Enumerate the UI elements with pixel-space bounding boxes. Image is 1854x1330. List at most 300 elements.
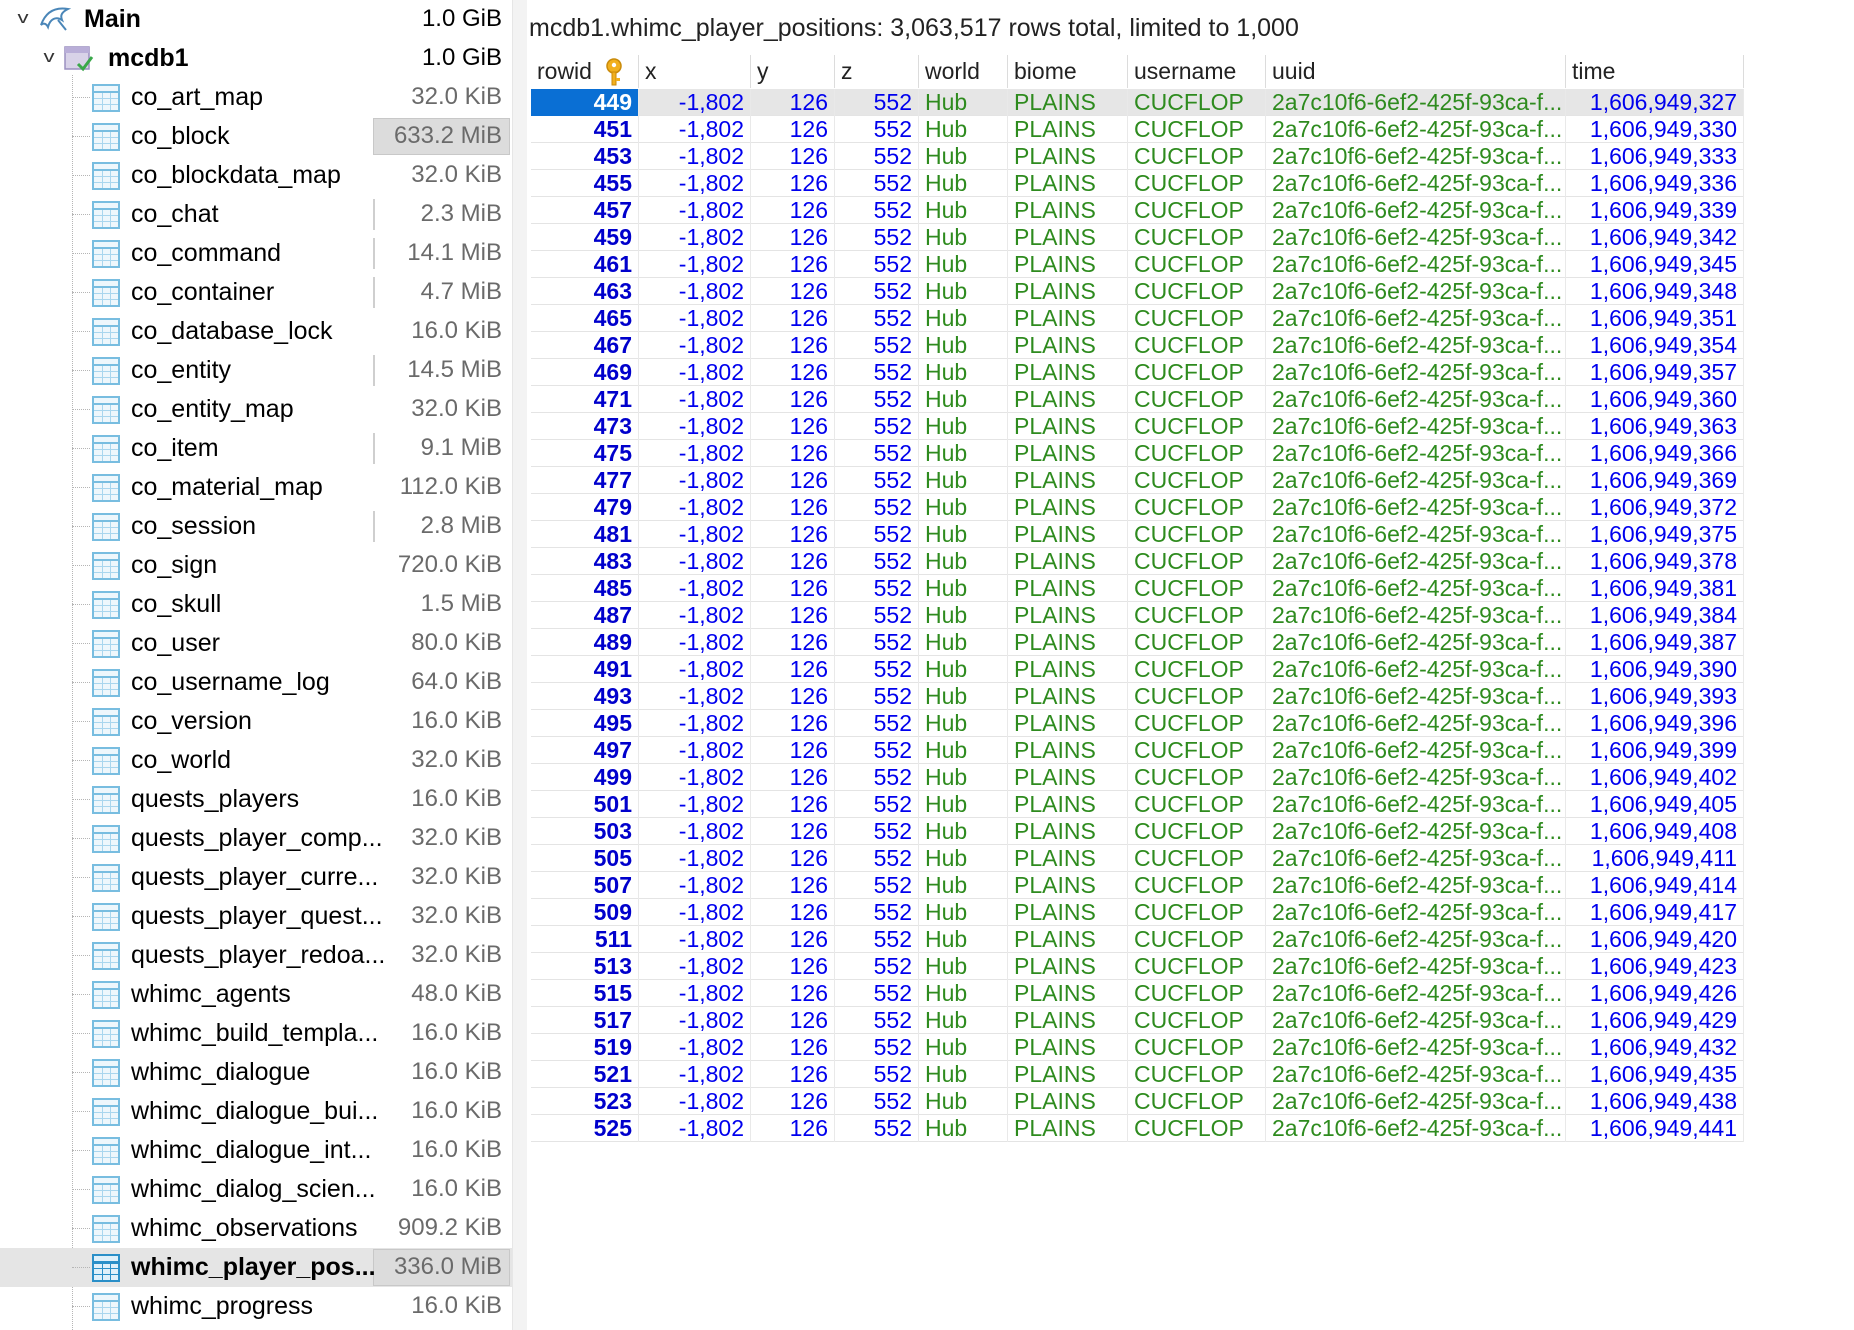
- cell-rowid[interactable]: 507: [531, 872, 639, 899]
- cell-uuid[interactable]: 2a7c10f6-6ef2-425f-93ca-f...: [1266, 1007, 1566, 1034]
- cell-x[interactable]: -1,802: [639, 818, 751, 845]
- cell-rowid[interactable]: 513: [531, 953, 639, 980]
- cell-x[interactable]: -1,802: [639, 953, 751, 980]
- cell-username[interactable]: CUCFLOP: [1128, 224, 1266, 251]
- cell-time[interactable]: 1,606,949,435: [1566, 1061, 1744, 1088]
- cell-uuid[interactable]: 2a7c10f6-6ef2-425f-93ca-f...: [1266, 791, 1566, 818]
- cell-y[interactable]: 126: [751, 872, 835, 899]
- cell-uuid[interactable]: 2a7c10f6-6ef2-425f-93ca-f...: [1266, 305, 1566, 332]
- cell-time[interactable]: 1,606,949,345: [1566, 251, 1744, 278]
- cell-time[interactable]: 1,606,949,375: [1566, 521, 1744, 548]
- cell-z[interactable]: 552: [835, 980, 919, 1007]
- column-header-world[interactable]: [919, 55, 1008, 88]
- cell-x[interactable]: -1,802: [639, 602, 751, 629]
- table-row[interactable]: [531, 1115, 1744, 1142]
- cell-time[interactable]: 1,606,949,381: [1566, 575, 1744, 602]
- cell-z[interactable]: 552: [835, 791, 919, 818]
- cell-y[interactable]: 126: [751, 224, 835, 251]
- tree-table-item[interactable]: [0, 897, 512, 936]
- cell-y[interactable]: 126: [751, 413, 835, 440]
- cell-username[interactable]: CUCFLOP: [1128, 197, 1266, 224]
- tree-table-item[interactable]: [0, 546, 512, 585]
- table-row[interactable]: [531, 467, 1744, 494]
- cell-uuid[interactable]: 2a7c10f6-6ef2-425f-93ca-f...: [1266, 629, 1566, 656]
- cell-username[interactable]: CUCFLOP: [1128, 656, 1266, 683]
- cell-time[interactable]: 1,606,949,441: [1566, 1115, 1744, 1142]
- cell-time[interactable]: 1,606,949,327: [1566, 89, 1744, 116]
- table-row[interactable]: [531, 116, 1744, 143]
- cell-uuid[interactable]: 2a7c10f6-6ef2-425f-93ca-f...: [1266, 845, 1566, 872]
- table-row[interactable]: [531, 521, 1744, 548]
- cell-rowid[interactable]: 489: [531, 629, 639, 656]
- cell-time[interactable]: 1,606,949,411: [1566, 845, 1744, 872]
- cell-biome[interactable]: PLAINS: [1008, 656, 1128, 683]
- tree-table-item[interactable]: [0, 858, 512, 897]
- cell-x[interactable]: -1,802: [639, 710, 751, 737]
- cell-uuid[interactable]: 2a7c10f6-6ef2-425f-93ca-f...: [1266, 656, 1566, 683]
- table-row[interactable]: [531, 953, 1744, 980]
- cell-rowid[interactable]: 471: [531, 386, 639, 413]
- tree-table-item[interactable]: [0, 819, 512, 858]
- cell-uuid[interactable]: 2a7c10f6-6ef2-425f-93ca-f...: [1266, 764, 1566, 791]
- cell-uuid[interactable]: 2a7c10f6-6ef2-425f-93ca-f...: [1266, 278, 1566, 305]
- cell-rowid[interactable]: 523: [531, 1088, 639, 1115]
- cell-rowid[interactable]: 485: [531, 575, 639, 602]
- table-row[interactable]: [531, 305, 1744, 332]
- cell-uuid[interactable]: 2a7c10f6-6ef2-425f-93ca-f...: [1266, 467, 1566, 494]
- cell-z[interactable]: 552: [835, 1034, 919, 1061]
- cell-uuid[interactable]: 2a7c10f6-6ef2-425f-93ca-f...: [1266, 575, 1566, 602]
- table-row[interactable]: [531, 899, 1744, 926]
- tree-table-item[interactable]: [0, 117, 512, 156]
- tree-table-item[interactable]: [0, 468, 512, 507]
- cell-username[interactable]: CUCFLOP: [1128, 872, 1266, 899]
- table-row[interactable]: [531, 737, 1744, 764]
- cell-biome[interactable]: PLAINS: [1008, 413, 1128, 440]
- cell-z[interactable]: 552: [835, 467, 919, 494]
- cell-time[interactable]: 1,606,949,348: [1566, 278, 1744, 305]
- cell-x[interactable]: -1,802: [639, 791, 751, 818]
- cell-world[interactable]: Hub: [919, 764, 1008, 791]
- table-row[interactable]: [531, 386, 1744, 413]
- cell-username[interactable]: CUCFLOP: [1128, 413, 1266, 440]
- cell-rowid[interactable]: 495: [531, 710, 639, 737]
- cell-uuid[interactable]: 2a7c10f6-6ef2-425f-93ca-f...: [1266, 1034, 1566, 1061]
- cell-rowid[interactable]: 497: [531, 737, 639, 764]
- tree-table-item[interactable]: [0, 351, 512, 390]
- cell-world[interactable]: Hub: [919, 116, 1008, 143]
- tree-table-item[interactable]: [0, 1014, 512, 1053]
- cell-username[interactable]: CUCFLOP: [1128, 1034, 1266, 1061]
- cell-biome[interactable]: PLAINS: [1008, 953, 1128, 980]
- cell-username[interactable]: CUCFLOP: [1128, 980, 1266, 1007]
- cell-x[interactable]: -1,802: [639, 656, 751, 683]
- cell-world[interactable]: Hub: [919, 710, 1008, 737]
- cell-y[interactable]: 126: [751, 278, 835, 305]
- cell-biome[interactable]: PLAINS: [1008, 116, 1128, 143]
- cell-time[interactable]: 1,606,949,384: [1566, 602, 1744, 629]
- cell-y[interactable]: 126: [751, 89, 835, 116]
- cell-time[interactable]: 1,606,949,357: [1566, 359, 1744, 386]
- cell-username[interactable]: CUCFLOP: [1128, 359, 1266, 386]
- table-row[interactable]: [531, 332, 1744, 359]
- cell-rowid[interactable]: 525: [531, 1115, 639, 1142]
- cell-username[interactable]: CUCFLOP: [1128, 629, 1266, 656]
- cell-rowid[interactable]: 501: [531, 791, 639, 818]
- cell-username[interactable]: CUCFLOP: [1128, 683, 1266, 710]
- cell-x[interactable]: -1,802: [639, 116, 751, 143]
- cell-rowid[interactable]: 461: [531, 251, 639, 278]
- cell-uuid[interactable]: 2a7c10f6-6ef2-425f-93ca-f...: [1266, 1115, 1566, 1142]
- cell-uuid[interactable]: 2a7c10f6-6ef2-425f-93ca-f...: [1266, 251, 1566, 278]
- cell-uuid[interactable]: 2a7c10f6-6ef2-425f-93ca-f...: [1266, 494, 1566, 521]
- chevron-down-icon[interactable]: v: [17, 8, 29, 27]
- column-header-y[interactable]: [751, 55, 835, 88]
- cell-world[interactable]: Hub: [919, 1007, 1008, 1034]
- cell-username[interactable]: CUCFLOP: [1128, 791, 1266, 818]
- cell-y[interactable]: 126: [751, 683, 835, 710]
- cell-time[interactable]: 1,606,949,360: [1566, 386, 1744, 413]
- cell-uuid[interactable]: 2a7c10f6-6ef2-425f-93ca-f...: [1266, 818, 1566, 845]
- cell-time[interactable]: 1,606,949,405: [1566, 791, 1744, 818]
- cell-time[interactable]: 1,606,949,333: [1566, 143, 1744, 170]
- cell-username[interactable]: CUCFLOP: [1128, 89, 1266, 116]
- cell-username[interactable]: CUCFLOP: [1128, 251, 1266, 278]
- cell-uuid[interactable]: 2a7c10f6-6ef2-425f-93ca-f...: [1266, 116, 1566, 143]
- cell-world[interactable]: Hub: [919, 143, 1008, 170]
- cell-username[interactable]: CUCFLOP: [1128, 305, 1266, 332]
- cell-world[interactable]: Hub: [919, 440, 1008, 467]
- cell-world[interactable]: Hub: [919, 791, 1008, 818]
- cell-z[interactable]: 552: [835, 224, 919, 251]
- cell-world[interactable]: Hub: [919, 656, 1008, 683]
- cell-username[interactable]: CUCFLOP: [1128, 899, 1266, 926]
- cell-uuid[interactable]: 2a7c10f6-6ef2-425f-93ca-f...: [1266, 953, 1566, 980]
- cell-x[interactable]: -1,802: [639, 737, 751, 764]
- cell-z[interactable]: 552: [835, 602, 919, 629]
- cell-biome[interactable]: PLAINS: [1008, 386, 1128, 413]
- cell-x[interactable]: -1,802: [639, 899, 751, 926]
- cell-z[interactable]: 552: [835, 818, 919, 845]
- cell-rowid[interactable]: 521: [531, 1061, 639, 1088]
- cell-username[interactable]: CUCFLOP: [1128, 1061, 1266, 1088]
- cell-time[interactable]: 1,606,949,420: [1566, 926, 1744, 953]
- cell-biome[interactable]: PLAINS: [1008, 251, 1128, 278]
- cell-username[interactable]: CUCFLOP: [1128, 1007, 1266, 1034]
- cell-z[interactable]: 552: [835, 710, 919, 737]
- cell-y[interactable]: 126: [751, 521, 835, 548]
- cell-rowid[interactable]: 467: [531, 332, 639, 359]
- cell-x[interactable]: -1,802: [639, 305, 751, 332]
- cell-time[interactable]: 1,606,949,351: [1566, 305, 1744, 332]
- cell-z[interactable]: 552: [835, 413, 919, 440]
- cell-rowid[interactable]: 509: [531, 899, 639, 926]
- cell-world[interactable]: Hub: [919, 980, 1008, 1007]
- cell-time[interactable]: 1,606,949,429: [1566, 1007, 1744, 1034]
- cell-y[interactable]: 126: [751, 1088, 835, 1115]
- cell-x[interactable]: -1,802: [639, 278, 751, 305]
- cell-world[interactable]: Hub: [919, 1061, 1008, 1088]
- cell-y[interactable]: 126: [751, 953, 835, 980]
- cell-username[interactable]: CUCFLOP: [1128, 1115, 1266, 1142]
- cell-z[interactable]: 552: [835, 521, 919, 548]
- cell-z[interactable]: 552: [835, 494, 919, 521]
- table-row[interactable]: [531, 980, 1744, 1007]
- cell-rowid[interactable]: 487: [531, 602, 639, 629]
- table-row[interactable]: [531, 251, 1744, 278]
- cell-time[interactable]: 1,606,949,438: [1566, 1088, 1744, 1115]
- column-header-x[interactable]: [639, 55, 751, 88]
- cell-z[interactable]: 552: [835, 332, 919, 359]
- table-row[interactable]: [531, 143, 1744, 170]
- cell-x[interactable]: -1,802: [639, 683, 751, 710]
- cell-y[interactable]: 126: [751, 494, 835, 521]
- cell-y[interactable]: 126: [751, 926, 835, 953]
- cell-x[interactable]: -1,802: [639, 764, 751, 791]
- cell-world[interactable]: Hub: [919, 494, 1008, 521]
- tree-table-item[interactable]: [0, 1287, 512, 1326]
- cell-biome[interactable]: PLAINS: [1008, 440, 1128, 467]
- cell-x[interactable]: -1,802: [639, 332, 751, 359]
- cell-y[interactable]: 126: [751, 332, 835, 359]
- cell-time[interactable]: 1,606,949,399: [1566, 737, 1744, 764]
- cell-biome[interactable]: PLAINS: [1008, 602, 1128, 629]
- cell-rowid[interactable]: 493: [531, 683, 639, 710]
- table-row[interactable]: [531, 197, 1744, 224]
- cell-x[interactable]: -1,802: [639, 440, 751, 467]
- cell-y[interactable]: 126: [751, 143, 835, 170]
- cell-z[interactable]: 552: [835, 278, 919, 305]
- cell-world[interactable]: Hub: [919, 89, 1008, 116]
- column-header-z[interactable]: [835, 55, 919, 88]
- tree-table-item[interactable]: [0, 585, 512, 624]
- cell-rowid[interactable]: 465: [531, 305, 639, 332]
- tree-table-item[interactable]: [0, 273, 512, 312]
- cell-uuid[interactable]: 2a7c10f6-6ef2-425f-93ca-f...: [1266, 1061, 1566, 1088]
- cell-z[interactable]: 552: [835, 926, 919, 953]
- cell-y[interactable]: 126: [751, 629, 835, 656]
- cell-rowid[interactable]: 505: [531, 845, 639, 872]
- cell-z[interactable]: 552: [835, 359, 919, 386]
- cell-rowid[interactable]: 469: [531, 359, 639, 386]
- cell-uuid[interactable]: 2a7c10f6-6ef2-425f-93ca-f...: [1266, 89, 1566, 116]
- tree-table-item[interactable]: [0, 507, 512, 546]
- cell-rowid[interactable]: 449: [531, 89, 639, 116]
- cell-z[interactable]: 552: [835, 116, 919, 143]
- cell-time[interactable]: 1,606,949,432: [1566, 1034, 1744, 1061]
- cell-y[interactable]: 126: [751, 116, 835, 143]
- cell-rowid[interactable]: 453: [531, 143, 639, 170]
- cell-y[interactable]: 126: [751, 656, 835, 683]
- cell-biome[interactable]: PLAINS: [1008, 575, 1128, 602]
- cell-world[interactable]: Hub: [919, 1115, 1008, 1142]
- cell-y[interactable]: 126: [751, 548, 835, 575]
- database-tree[interactable]: [0, 0, 512, 1330]
- cell-x[interactable]: -1,802: [639, 413, 751, 440]
- cell-z[interactable]: 552: [835, 737, 919, 764]
- table-row[interactable]: [531, 791, 1744, 818]
- cell-z[interactable]: 552: [835, 1088, 919, 1115]
- cell-username[interactable]: CUCFLOP: [1128, 278, 1266, 305]
- cell-username[interactable]: CUCFLOP: [1128, 737, 1266, 764]
- cell-biome[interactable]: PLAINS: [1008, 494, 1128, 521]
- cell-rowid[interactable]: 459: [531, 224, 639, 251]
- cell-uuid[interactable]: 2a7c10f6-6ef2-425f-93ca-f...: [1266, 683, 1566, 710]
- cell-biome[interactable]: PLAINS: [1008, 548, 1128, 575]
- cell-z[interactable]: 552: [835, 1061, 919, 1088]
- cell-world[interactable]: Hub: [919, 1034, 1008, 1061]
- cell-world[interactable]: Hub: [919, 602, 1008, 629]
- cell-y[interactable]: 126: [751, 305, 835, 332]
- cell-time[interactable]: 1,606,949,342: [1566, 224, 1744, 251]
- cell-x[interactable]: -1,802: [639, 629, 751, 656]
- cell-biome[interactable]: PLAINS: [1008, 170, 1128, 197]
- cell-x[interactable]: -1,802: [639, 251, 751, 278]
- cell-username[interactable]: CUCFLOP: [1128, 1088, 1266, 1115]
- cell-x[interactable]: -1,802: [639, 197, 751, 224]
- cell-z[interactable]: 552: [835, 143, 919, 170]
- cell-y[interactable]: 126: [751, 845, 835, 872]
- tree-table-item[interactable]: [0, 936, 512, 975]
- cell-world[interactable]: Hub: [919, 278, 1008, 305]
- cell-x[interactable]: -1,802: [639, 1034, 751, 1061]
- cell-z[interactable]: 552: [835, 872, 919, 899]
- cell-uuid[interactable]: 2a7c10f6-6ef2-425f-93ca-f...: [1266, 872, 1566, 899]
- cell-y[interactable]: 126: [751, 791, 835, 818]
- cell-biome[interactable]: PLAINS: [1008, 791, 1128, 818]
- cell-biome[interactable]: PLAINS: [1008, 278, 1128, 305]
- tree-table-item[interactable]: [0, 624, 512, 663]
- table-row[interactable]: [531, 710, 1744, 737]
- cell-biome[interactable]: PLAINS: [1008, 926, 1128, 953]
- cell-world[interactable]: Hub: [919, 467, 1008, 494]
- cell-biome[interactable]: PLAINS: [1008, 521, 1128, 548]
- cell-x[interactable]: -1,802: [639, 467, 751, 494]
- cell-time[interactable]: 1,606,949,402: [1566, 764, 1744, 791]
- cell-y[interactable]: 126: [751, 386, 835, 413]
- cell-time[interactable]: 1,606,949,423: [1566, 953, 1744, 980]
- cell-uuid[interactable]: 2a7c10f6-6ef2-425f-93ca-f...: [1266, 548, 1566, 575]
- cell-biome[interactable]: PLAINS: [1008, 1115, 1128, 1142]
- cell-biome[interactable]: PLAINS: [1008, 89, 1128, 116]
- cell-username[interactable]: CUCFLOP: [1128, 818, 1266, 845]
- tree-table-item[interactable]: [0, 1092, 512, 1131]
- cell-time[interactable]: 1,606,949,396: [1566, 710, 1744, 737]
- cell-y[interactable]: 126: [751, 602, 835, 629]
- cell-x[interactable]: -1,802: [639, 1061, 751, 1088]
- table-row[interactable]: [531, 224, 1744, 251]
- cell-biome[interactable]: PLAINS: [1008, 467, 1128, 494]
- cell-uuid[interactable]: 2a7c10f6-6ef2-425f-93ca-f...: [1266, 899, 1566, 926]
- cell-world[interactable]: Hub: [919, 413, 1008, 440]
- cell-world[interactable]: Hub: [919, 953, 1008, 980]
- cell-biome[interactable]: PLAINS: [1008, 332, 1128, 359]
- cell-uuid[interactable]: 2a7c10f6-6ef2-425f-93ca-f...: [1266, 737, 1566, 764]
- cell-uuid[interactable]: 2a7c10f6-6ef2-425f-93ca-f...: [1266, 602, 1566, 629]
- cell-time[interactable]: 1,606,949,336: [1566, 170, 1744, 197]
- table-row[interactable]: [531, 575, 1744, 602]
- cell-x[interactable]: -1,802: [639, 494, 751, 521]
- cell-world[interactable]: Hub: [919, 926, 1008, 953]
- cell-z[interactable]: 552: [835, 764, 919, 791]
- cell-world[interactable]: Hub: [919, 683, 1008, 710]
- cell-username[interactable]: CUCFLOP: [1128, 170, 1266, 197]
- cell-rowid[interactable]: 519: [531, 1034, 639, 1061]
- cell-time[interactable]: 1,606,949,372: [1566, 494, 1744, 521]
- cell-world[interactable]: Hub: [919, 845, 1008, 872]
- cell-z[interactable]: 552: [835, 386, 919, 413]
- cell-time[interactable]: 1,606,949,390: [1566, 656, 1744, 683]
- cell-rowid[interactable]: 451: [531, 116, 639, 143]
- cell-time[interactable]: 1,606,949,369: [1566, 467, 1744, 494]
- cell-x[interactable]: -1,802: [639, 548, 751, 575]
- cell-z[interactable]: 552: [835, 656, 919, 683]
- cell-rowid[interactable]: 455: [531, 170, 639, 197]
- table-row[interactable]: [531, 764, 1744, 791]
- cell-username[interactable]: CUCFLOP: [1128, 926, 1266, 953]
- cell-rowid[interactable]: 481: [531, 521, 639, 548]
- cell-x[interactable]: -1,802: [639, 1088, 751, 1115]
- cell-world[interactable]: Hub: [919, 818, 1008, 845]
- cell-world[interactable]: Hub: [919, 386, 1008, 413]
- tree-table-item[interactable]: [0, 390, 512, 429]
- cell-rowid[interactable]: 457: [531, 197, 639, 224]
- cell-rowid[interactable]: 463: [531, 278, 639, 305]
- cell-uuid[interactable]: 2a7c10f6-6ef2-425f-93ca-f...: [1266, 926, 1566, 953]
- cell-time[interactable]: 1,606,949,417: [1566, 899, 1744, 926]
- cell-world[interactable]: Hub: [919, 899, 1008, 926]
- cell-username[interactable]: CUCFLOP: [1128, 953, 1266, 980]
- cell-rowid[interactable]: 491: [531, 656, 639, 683]
- tree-table-item[interactable]: [0, 741, 512, 780]
- cell-username[interactable]: CUCFLOP: [1128, 494, 1266, 521]
- table-row[interactable]: [531, 629, 1744, 656]
- tree-table-item[interactable]: [0, 195, 512, 234]
- cell-world[interactable]: Hub: [919, 872, 1008, 899]
- cell-world[interactable]: Hub: [919, 521, 1008, 548]
- table-row[interactable]: [531, 1061, 1744, 1088]
- cell-world[interactable]: Hub: [919, 1088, 1008, 1115]
- cell-username[interactable]: CUCFLOP: [1128, 602, 1266, 629]
- cell-y[interactable]: 126: [751, 170, 835, 197]
- cell-x[interactable]: -1,802: [639, 224, 751, 251]
- cell-uuid[interactable]: 2a7c10f6-6ef2-425f-93ca-f...: [1266, 386, 1566, 413]
- cell-uuid[interactable]: 2a7c10f6-6ef2-425f-93ca-f...: [1266, 710, 1566, 737]
- table-row[interactable]: [531, 89, 1744, 116]
- cell-rowid[interactable]: 515: [531, 980, 639, 1007]
- cell-biome[interactable]: PLAINS: [1008, 845, 1128, 872]
- cell-x[interactable]: -1,802: [639, 1007, 751, 1034]
- cell-biome[interactable]: PLAINS: [1008, 1007, 1128, 1034]
- cell-z[interactable]: 552: [835, 575, 919, 602]
- table-row[interactable]: [531, 602, 1744, 629]
- cell-uuid[interactable]: 2a7c10f6-6ef2-425f-93ca-f...: [1266, 332, 1566, 359]
- cell-z[interactable]: 552: [835, 440, 919, 467]
- cell-z[interactable]: 552: [835, 953, 919, 980]
- table-row[interactable]: [531, 656, 1744, 683]
- cell-z[interactable]: 552: [835, 305, 919, 332]
- cell-username[interactable]: CUCFLOP: [1128, 143, 1266, 170]
- cell-time[interactable]: 1,606,949,426: [1566, 980, 1744, 1007]
- column-header-biome[interactable]: [1008, 55, 1128, 88]
- cell-z[interactable]: 552: [835, 89, 919, 116]
- cell-uuid[interactable]: 2a7c10f6-6ef2-425f-93ca-f...: [1266, 440, 1566, 467]
- table-row[interactable]: [531, 440, 1744, 467]
- cell-y[interactable]: 126: [751, 818, 835, 845]
- tree-table-item[interactable]: [0, 1053, 512, 1092]
- cell-z[interactable]: 552: [835, 899, 919, 926]
- table-row[interactable]: [531, 1088, 1744, 1115]
